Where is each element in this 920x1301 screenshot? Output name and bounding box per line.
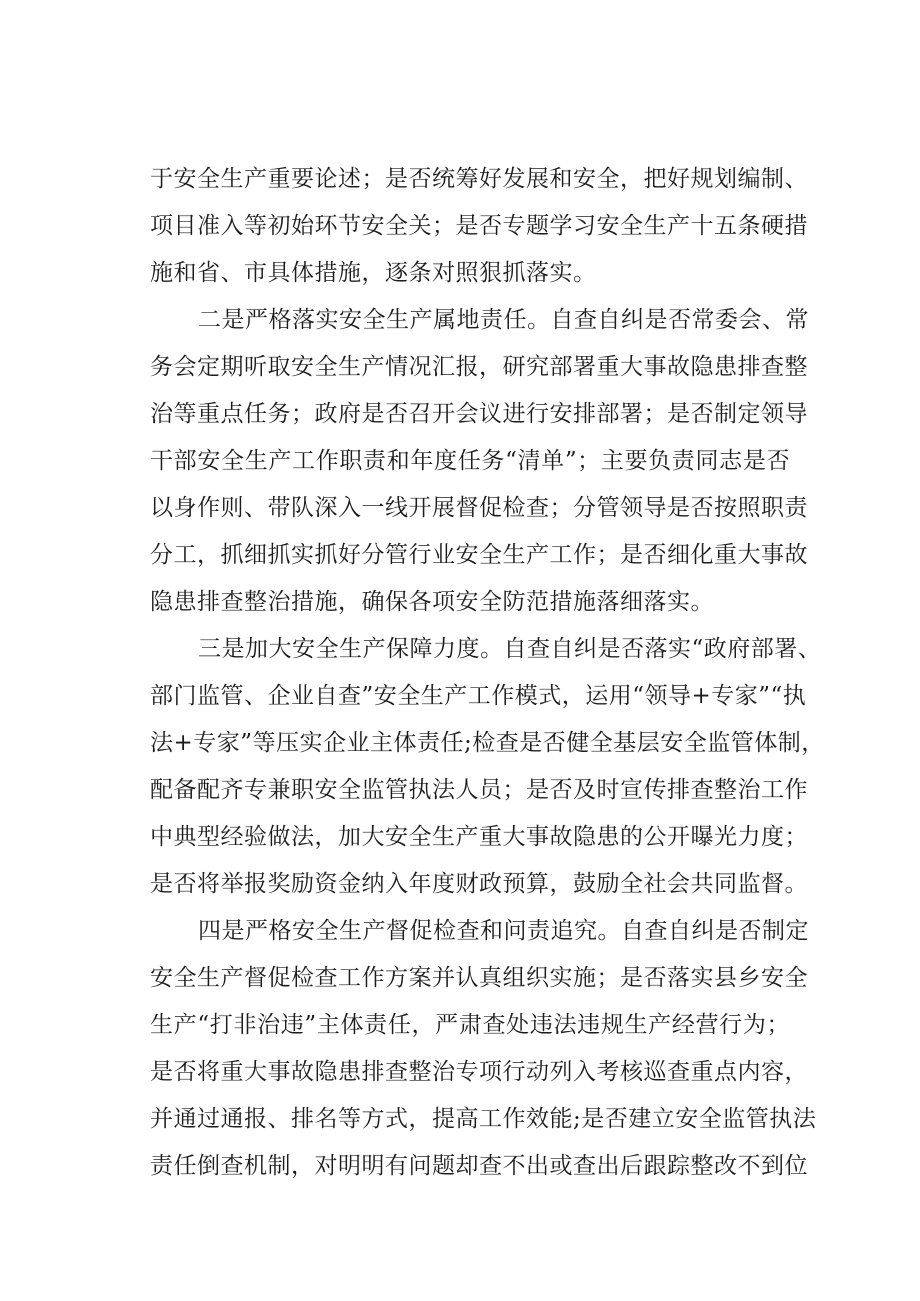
text-line: 四是严格安全生产督促检查和问责追究。自查自纠是否制定: [198, 918, 809, 944]
text-line: 隐患排查整治措施，确保各项安全防范措施落细落实。: [150, 589, 714, 615]
text-line: 是否将重大事故隐患排查整治专项行动列入考核巡查重点内容，: [150, 1059, 808, 1085]
text-line: 施和省、市具体措施，逐条对照狠抓落实。: [150, 260, 597, 286]
text-line: 是否将举报奖励资金纳入年度财政预算，鼓励全社会共同监督。: [150, 871, 808, 897]
text-line: 三是加大安全生产保障力度。自查自纠是否落实“政府部署、: [198, 636, 822, 662]
text-line: 并通过通报、排名等方式，提高工作效能;是否建立安全监管执法: [150, 1106, 817, 1132]
text-line: 项目准入等初始环节安全关；是否专题学习安全生产十五条硬措: [150, 213, 808, 239]
text-line: 配备配齐专兼职安全监管执法人员；是否及时宣传排查整治工作: [150, 777, 808, 803]
text-line: 治等重点任务；政府是否召开会议进行安排部署；是否制定领导: [150, 401, 808, 427]
text-line: 生产“打非治违”主体责任，严肃查处违法违规生产经营行为；: [150, 1012, 790, 1038]
text-line: 安全生产督促检查工作方案并认真组织实施；是否落实县乡安全: [150, 965, 808, 991]
text-line: 以身作则、带队深入一线开展督促检查；分管领导是否按照职责: [150, 495, 808, 521]
text-line: 分工，抓细抓实抓好分管行业安全生产工作；是否细化重大事故: [150, 542, 808, 568]
text-line: 法+专家”等压实企业主体责任;检查是否健全基层安全监管体制，: [150, 730, 825, 756]
text-line: 中典型经验做法，加大安全生产重大事故隐患的公开曝光力度；: [150, 824, 808, 850]
text-line: 干部安全生产工作职责和年度任务“清单”；主要负责同志是否: [150, 448, 790, 474]
text-line: 部门监管、企业自查”安全生产工作模式，运用“领导+专家”“执: [150, 683, 807, 709]
text-line: 二是严格落实安全生产属地责任。自查自纠是否常委会、常: [198, 307, 809, 333]
text-line: 责任倒查机制，对明明有问题却查不出或查出后跟踪整改不到位: [150, 1153, 808, 1179]
text-line: 务会定期听取安全生产情况汇报，研究部署重大事故隐患排查整: [150, 354, 808, 380]
text-line: 于安全生产重要论述；是否统筹好发展和安全，把好规划编制、: [150, 166, 808, 192]
